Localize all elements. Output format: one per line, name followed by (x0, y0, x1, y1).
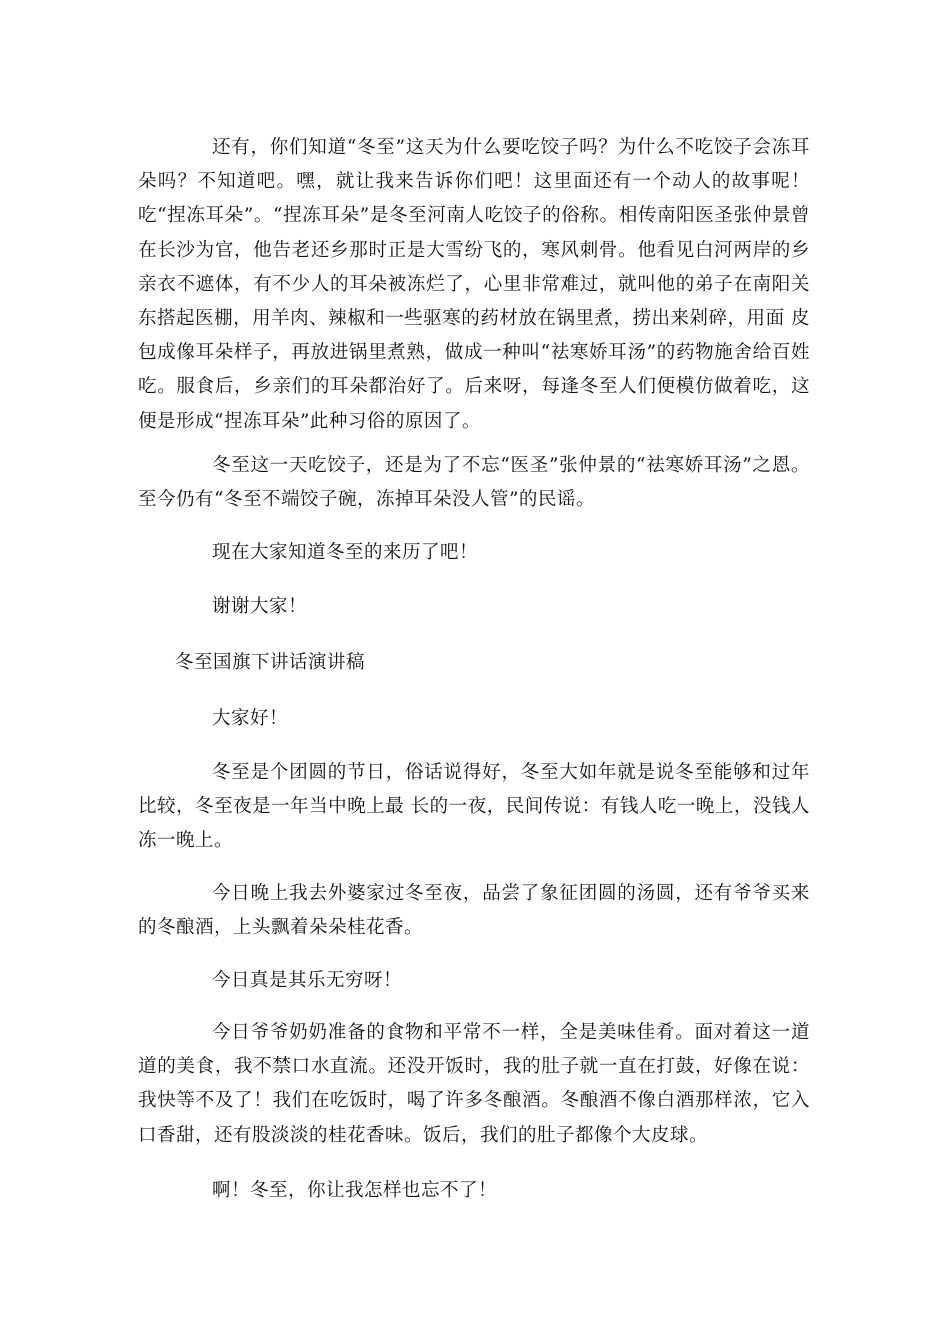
paragraph-joy: 今日真是其乐无穷呀！ (212, 970, 403, 991)
paragraph-origin-known: 现在大家知道冬至的来历了吧！ (212, 542, 479, 563)
paragraph-greeting: 大家好！ (212, 708, 289, 729)
paragraph-reunion-festival: 冬至是个团圆的节日，俗话说得好，冬至大如年就是说冬至能够和过年比较，冬至夜是一年当中晚上最 长的一夜，民间传说：有钱人吃一晚上，没钱人冻一晚上。 (138, 762, 810, 852)
section-title: 冬至国旗下讲话演讲稿 (175, 652, 366, 673)
paragraph-grandma-house: 今日晚上我去外婆家过冬至夜，品尝了象征团圆的汤圆，还有爷爷买来的冬酿酒，上头飘着朵朵桂花香。 (138, 883, 810, 939)
paragraph-feast: 今日爷爷奶奶准备的食物和平常不一样，全是美味佳肴。面对着这一道道的美食，我不禁口水直流。还没开饭时，我的肚子就一直在打鼓，好像在说：我快等不及了！我们在吃饭时，喝了许多冬酿酒。冬酿酒不像白酒那样浓，它入口香甜，还有股淡淡的桂花香味。饭后，我们的肚子都像个大皮球。 (138, 1022, 810, 1146)
paragraph-thanks: 谢谢大家！ (212, 596, 308, 617)
paragraph-closing: 啊！冬至，你让我怎样也忘不了！ (212, 1180, 498, 1201)
paragraph-remember-zhang: 冬至这一天吃饺子，还是为了不忘“医圣”张仲景的“祛寒娇耳汤”之恩。至今仍有“冬至不端饺子碗，冻掉耳朵没人管”的民谣。 (138, 455, 810, 511)
paragraph-dumpling-legend: 还有，你们知道“冬至”这天为什么要吃饺子吗？为什么不吃饺子会冻耳朵吗？不知道吧。嘿，就让我来告诉你们吧！这里面还有一个动人的故事呢！吃“捏冻耳朵”。“捏冻耳朵”是冬至河南人吃饺子的俗称。相传南阳医圣张仲景曾在长沙为官，他告老还乡那时正是大雪纷飞的，寒风刺骨。他看见白河两岸的乡亲衣不遮体，有不少人的耳朵被冻烂了，心里非常难过，就叫他的弟子在南阳关东搭起医棚，用羊肉、辣椒和一些驱寒的药材放在锅里煮，捞出来剁碎，用面 皮包成像耳朵样子，再放进锅里煮熟，做成一种叫“祛寒娇耳汤”的药物施舍给百姓吃。服食后，乡亲们的耳朵都治好了。后来呀，每逢冬至人们便模仿做着吃，这便是形成“捏冻耳朵”此种习俗的原因了。 (138, 137, 810, 432)
